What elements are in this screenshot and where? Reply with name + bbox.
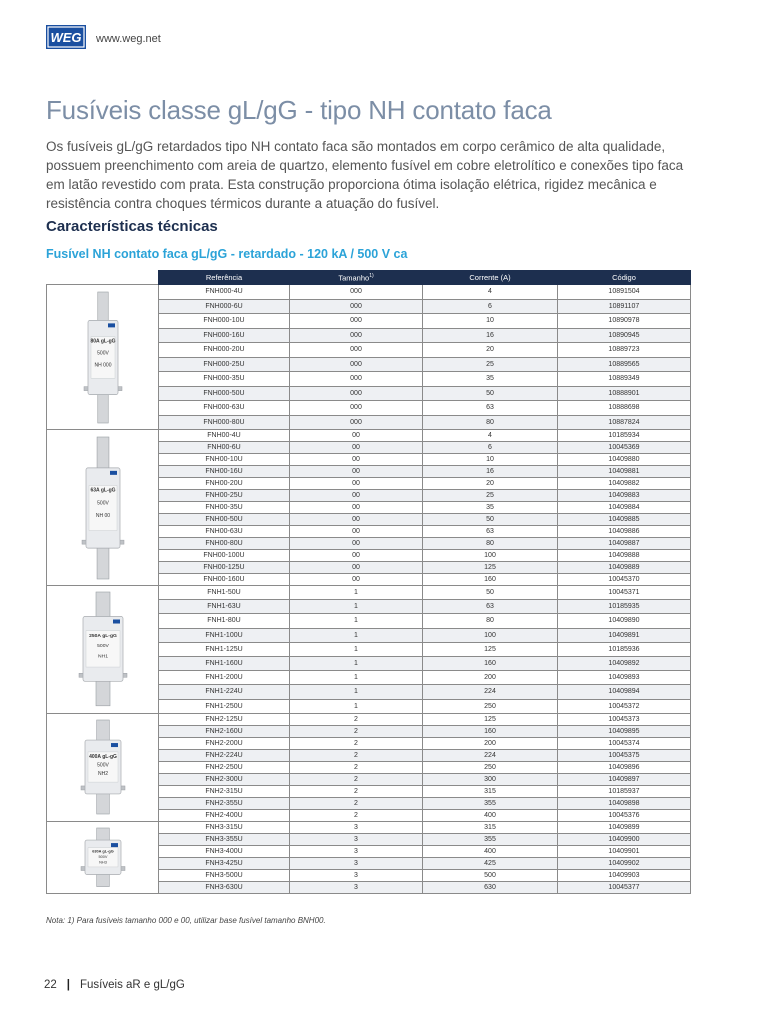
cell-size: 000 [290,415,423,430]
weg-logo [46,25,86,49]
cell-code: 10887824 [558,415,691,430]
cell-size: 00 [290,538,423,550]
header-code: Código [558,271,691,285]
cell-reference: FNH00-63U [159,526,290,538]
cell-reference: FNH3-355U [159,833,290,845]
cell-reference: FNH2-125U [159,713,290,725]
footnote: Nota: 1) Para fusíveis tamanho 000 e 00, utilizar base fusível tamanho BNH00. [46,916,326,925]
cell-code: 10890978 [558,314,691,329]
cell-code: 10409891 [558,628,691,642]
cell-reference: FNH000-25U [159,357,290,372]
header-reference: Referência [159,271,290,285]
cell-current: 315 [423,821,558,833]
weg-logo-text: WEG [50,30,82,45]
table-row [47,430,691,442]
cell-reference: FNH2-315U [159,785,290,797]
fuse-size-1-photo [63,590,143,708]
cell-current: 80 [423,415,558,430]
cell-reference: FNH00-50U [159,514,290,526]
cell-size: 00 [290,430,423,442]
cell-reference: FNH1-100U [159,628,290,642]
cell-code: 10409892 [558,656,691,670]
cell-current: 200 [423,737,558,749]
table-header-blank [47,271,159,285]
cell-code: 10045374 [558,737,691,749]
cell-code: 10045375 [558,749,691,761]
cell-reference: FNH3-630U [159,882,290,894]
cell-reference: FNH3-425U [159,857,290,869]
cell-code: 10890945 [558,328,691,343]
cell-code: 10409893 [558,671,691,685]
cell-code: 10888901 [558,386,691,401]
cell-reference: FNH00-125U [159,562,290,574]
intro-paragraph: Os fusíveis gL/gG retardados tipo NH contato faca são montados em corpo cerâmico de alta qualidade, possuem preenchimento com areia de quartzo, elemento fusível em cobre eletrolítico e conexões tipo faca em latão revestido com prata. Esta construção proporciona ótima isolação elétrica, rigidez mecânica e resistência contra choques térmicos durante a atuação do fusível. [46,139,684,211]
cell-size: 2 [290,809,423,821]
cell-current: 10 [423,314,558,329]
cell-reference: FNH1-50U [159,586,290,600]
cell-size: 2 [290,761,423,773]
cell-reference: FNH000-10U [159,314,290,329]
cell-current: 160 [423,725,558,737]
cell-size: 000 [290,343,423,358]
cell-reference: FNH1-80U [159,614,290,628]
cell-size: 3 [290,821,423,833]
fuse-label-text: 250A gL-gG [88,633,117,640]
cell-code: 10045371 [558,586,691,600]
cell-current: 20 [423,343,558,358]
cell-current: 6 [423,442,558,454]
cell-reference: FNH000-50U [159,386,290,401]
fuse-bottom-blade [97,544,109,579]
cell-code: 10409898 [558,797,691,809]
fuse-size-3-photo [63,826,143,889]
cell-current: 10 [423,454,558,466]
cell-current: 400 [423,845,558,857]
cell-code: 10185934 [558,430,691,442]
cell-size: 00 [290,442,423,454]
cell-reference: FNH1-250U [159,699,290,713]
cell-current: 160 [423,574,558,586]
cell-current: 25 [423,490,558,502]
cell-code: 10409883 [558,490,691,502]
cell-size: 00 [290,514,423,526]
cell-code: 10889565 [558,357,691,372]
cell-size: 2 [290,773,423,785]
cell-current: 4 [423,430,558,442]
cell-size: 000 [290,372,423,387]
cell-size: 00 [290,502,423,514]
cell-size: 00 [290,454,423,466]
cell-code: 10409884 [558,502,691,514]
cell-current: 300 [423,773,558,785]
cell-reference: FNH2-355U [159,797,290,809]
cell-reference: FNH3-500U [159,870,290,882]
cell-code: 10409886 [558,526,691,538]
cell-code: 10409889 [558,562,691,574]
cell-reference: FNH1-63U [159,600,290,614]
cell-reference: FNH3-315U [159,821,290,833]
header-current: Corrente (A) [423,271,558,285]
subsection-title: Fusível NH contato faca gL/gG - retardado - 120 kA / 500 V ca [46,247,408,261]
cell-current: 80 [423,614,558,628]
cell-reference: FNH2-200U [159,737,290,749]
cell-code: 10889349 [558,372,691,387]
cell-reference: FNH000-20U [159,343,290,358]
cell-reference: FNH000-4U [159,285,290,300]
cell-reference: FNH2-250U [159,761,290,773]
cell-size: 000 [290,328,423,343]
cell-reference: FNH1-160U [159,656,290,670]
cell-size: 00 [290,490,423,502]
cell-reference: FNH000-16U [159,328,290,343]
cell-code: 10891504 [558,285,691,300]
cell-current: 355 [423,833,558,845]
cell-size: 3 [290,845,423,857]
fuse-weg-mark [108,323,115,327]
fuse-weg-mark [110,470,117,474]
cell-current: 25 [423,357,558,372]
cell-code: 10409900 [558,833,691,845]
fuse-label-text: 500V [96,762,109,769]
page-title: Fusíveis classe gL/gG - tipo NH contato faca [46,95,552,125]
cell-size: 1 [290,642,423,656]
cell-reference: FNH1-125U [159,642,290,656]
cell-code: 10409901 [558,845,691,857]
cell-reference: FNH000-6U [159,299,290,314]
cell-current: 224 [423,749,558,761]
cell-code: 10409887 [558,538,691,550]
cell-reference: FNH3-400U [159,845,290,857]
cell-size: 00 [290,562,423,574]
cell-current: 200 [423,671,558,685]
cell-code: 10409903 [558,870,691,882]
cell-current: 250 [423,699,558,713]
cell-current: 100 [423,550,558,562]
cell-code: 10409890 [558,614,691,628]
cell-size: 2 [290,713,423,725]
cell-size: 000 [290,386,423,401]
fuse-label-text: 500V [98,855,107,860]
cell-size: 000 [290,299,423,314]
cell-size: 000 [290,357,423,372]
fuse-label-text: 630A gL-gG [91,849,114,854]
cell-code: 10185936 [558,642,691,656]
cell-size: 00 [290,478,423,490]
cell-code: 10185937 [558,785,691,797]
cell-size: 00 [290,526,423,538]
cell-reference: FNH2-300U [159,773,290,785]
fuse-weg-mark [112,620,119,624]
cell-size: 3 [290,882,423,894]
cell-current: 400 [423,809,558,821]
fuse-bottom-blade [97,390,108,422]
cell-current: 50 [423,514,558,526]
cell-code: 10045377 [558,882,691,894]
cell-reference: FNH000-63U [159,401,290,416]
cell-current: 4 [423,285,558,300]
cell-reference: FNH00-4U [159,430,290,442]
section-title: Características técnicas [46,218,218,235]
cell-code: 10409885 [558,514,691,526]
fuse-label-text: 500V [96,350,109,357]
cell-reference: FNH00-80U [159,538,290,550]
cell-code: 10409897 [558,773,691,785]
fuse-label-text: 500V [96,643,109,650]
fuse-size-2-photo [63,718,143,816]
cell-size: 000 [290,285,423,300]
cell-size: 1 [290,600,423,614]
cell-size: 000 [290,314,423,329]
header-size [290,271,423,285]
cell-current: 63 [423,401,558,416]
cell-current: 224 [423,685,558,699]
cell-size: 000 [290,401,423,416]
cell-reference: FNH00-6U [159,442,290,454]
fuse-label-text: NH 000 [94,361,111,368]
cell-current: 50 [423,386,558,401]
cell-current: 125 [423,642,558,656]
page-number: 22 [44,979,57,991]
cell-code: 10409896 [558,761,691,773]
cell-size: 3 [290,857,423,869]
table-row [47,285,691,300]
table-row [47,821,691,833]
cell-code: 10891107 [558,299,691,314]
fuse-size-00-photo [63,435,143,581]
fuse-weg-mark [110,843,117,847]
cell-current: 16 [423,328,558,343]
cell-code: 10409895 [558,725,691,737]
table-row [47,586,691,600]
cell-size: 2 [290,737,423,749]
cell-current: 16 [423,466,558,478]
fuse-label-text: NH 00 [95,512,110,519]
cell-size: 00 [290,550,423,562]
cell-reference: FNH00-100U [159,550,290,562]
cell-current: 355 [423,797,558,809]
cell-code: 10409880 [558,454,691,466]
cell-size: 2 [290,749,423,761]
cell-reference: FNH000-35U [159,372,290,387]
cell-code: 10409899 [558,821,691,833]
cell-current: 6 [423,299,558,314]
fuse-label-text: NH1 [97,653,108,660]
cell-current: 160 [423,656,558,670]
cell-current: 630 [423,882,558,894]
cell-current: 315 [423,785,558,797]
fuse-label-text: NH2 [97,771,108,778]
cell-reference: FNH00-35U [159,502,290,514]
cell-size: 1 [290,628,423,642]
cell-current: 50 [423,586,558,600]
cell-current: 500 [423,870,558,882]
cell-size: 3 [290,833,423,845]
cell-size: 3 [290,870,423,882]
product-image-cell [47,821,159,894]
fuse-weg-mark [111,743,118,747]
cell-code: 10045372 [558,699,691,713]
cell-size: 1 [290,656,423,670]
cell-reference: FNH2-400U [159,809,290,821]
fuse-label-text: 500V [96,499,109,506]
cell-reference: FNH1-224U [159,685,290,699]
cell-current: 35 [423,502,558,514]
cell-reference: FNH000-80U [159,415,290,430]
cell-reference: FNH00-10U [159,454,290,466]
fuse-label-text: NH3 [98,860,107,865]
cell-size: 2 [290,785,423,797]
product-image-cell [47,586,159,714]
cell-code: 10409882 [558,478,691,490]
page-footer [44,979,185,991]
footer-label: Fusíveis aR e gL/gG [80,979,185,991]
fuse-label-text: 80A gL-gG [89,338,116,345]
cell-size: 2 [290,725,423,737]
cell-current: 250 [423,761,558,773]
cell-code: 10045370 [558,574,691,586]
cell-size: 1 [290,671,423,685]
cell-code: 10888698 [558,401,691,416]
cell-reference: FNH2-224U [159,749,290,761]
cell-code: 10889723 [558,343,691,358]
cell-code: 10409894 [558,685,691,699]
cell-current: 35 [423,372,558,387]
cell-current: 125 [423,713,558,725]
cell-code: 10045369 [558,442,691,454]
cell-code: 10185935 [558,600,691,614]
cell-code: 10045373 [558,713,691,725]
cell-size: 1 [290,614,423,628]
cell-reference: FNH2-160U [159,725,290,737]
cell-size: 2 [290,797,423,809]
cell-code: 10045376 [558,809,691,821]
cell-current: 63 [423,600,558,614]
cell-current: 100 [423,628,558,642]
fuse-label-text: 63A gL-gG [89,487,116,494]
cell-reference: FNH00-20U [159,478,290,490]
cell-size: 1 [290,699,423,713]
cell-current: 20 [423,478,558,490]
table-row [47,713,691,725]
cell-size: 00 [290,574,423,586]
cell-current: 425 [423,857,558,869]
cell-size: 00 [290,466,423,478]
table-header [47,271,691,285]
footer-separator: | [66,979,71,991]
cell-current: 125 [423,562,558,574]
website-url[interactable]: www.weg.net [96,33,161,45]
cell-size: 1 [290,685,423,699]
cell-size: 1 [290,586,423,600]
fuse-label-text: 400A gL-gG [88,754,117,761]
product-image-cell [47,430,159,586]
header-size-footnote: 1) [369,272,374,279]
cell-code: 10409881 [558,466,691,478]
cell-current: 63 [423,526,558,538]
product-image-cell [47,713,159,821]
product-image-cell [47,285,159,430]
cell-current: 80 [423,538,558,550]
cell-reference: FNH1-200U [159,671,290,685]
header-size-label: Tamanho [338,273,370,283]
cell-code: 10409902 [558,857,691,869]
fuse-table [46,270,691,894]
fuse-size-000-photo [63,290,143,425]
cell-reference: FNH00-160U [159,574,290,586]
cell-reference: FNH00-25U [159,490,290,502]
cell-reference: FNH00-16U [159,466,290,478]
cell-code: 10409888 [558,550,691,562]
